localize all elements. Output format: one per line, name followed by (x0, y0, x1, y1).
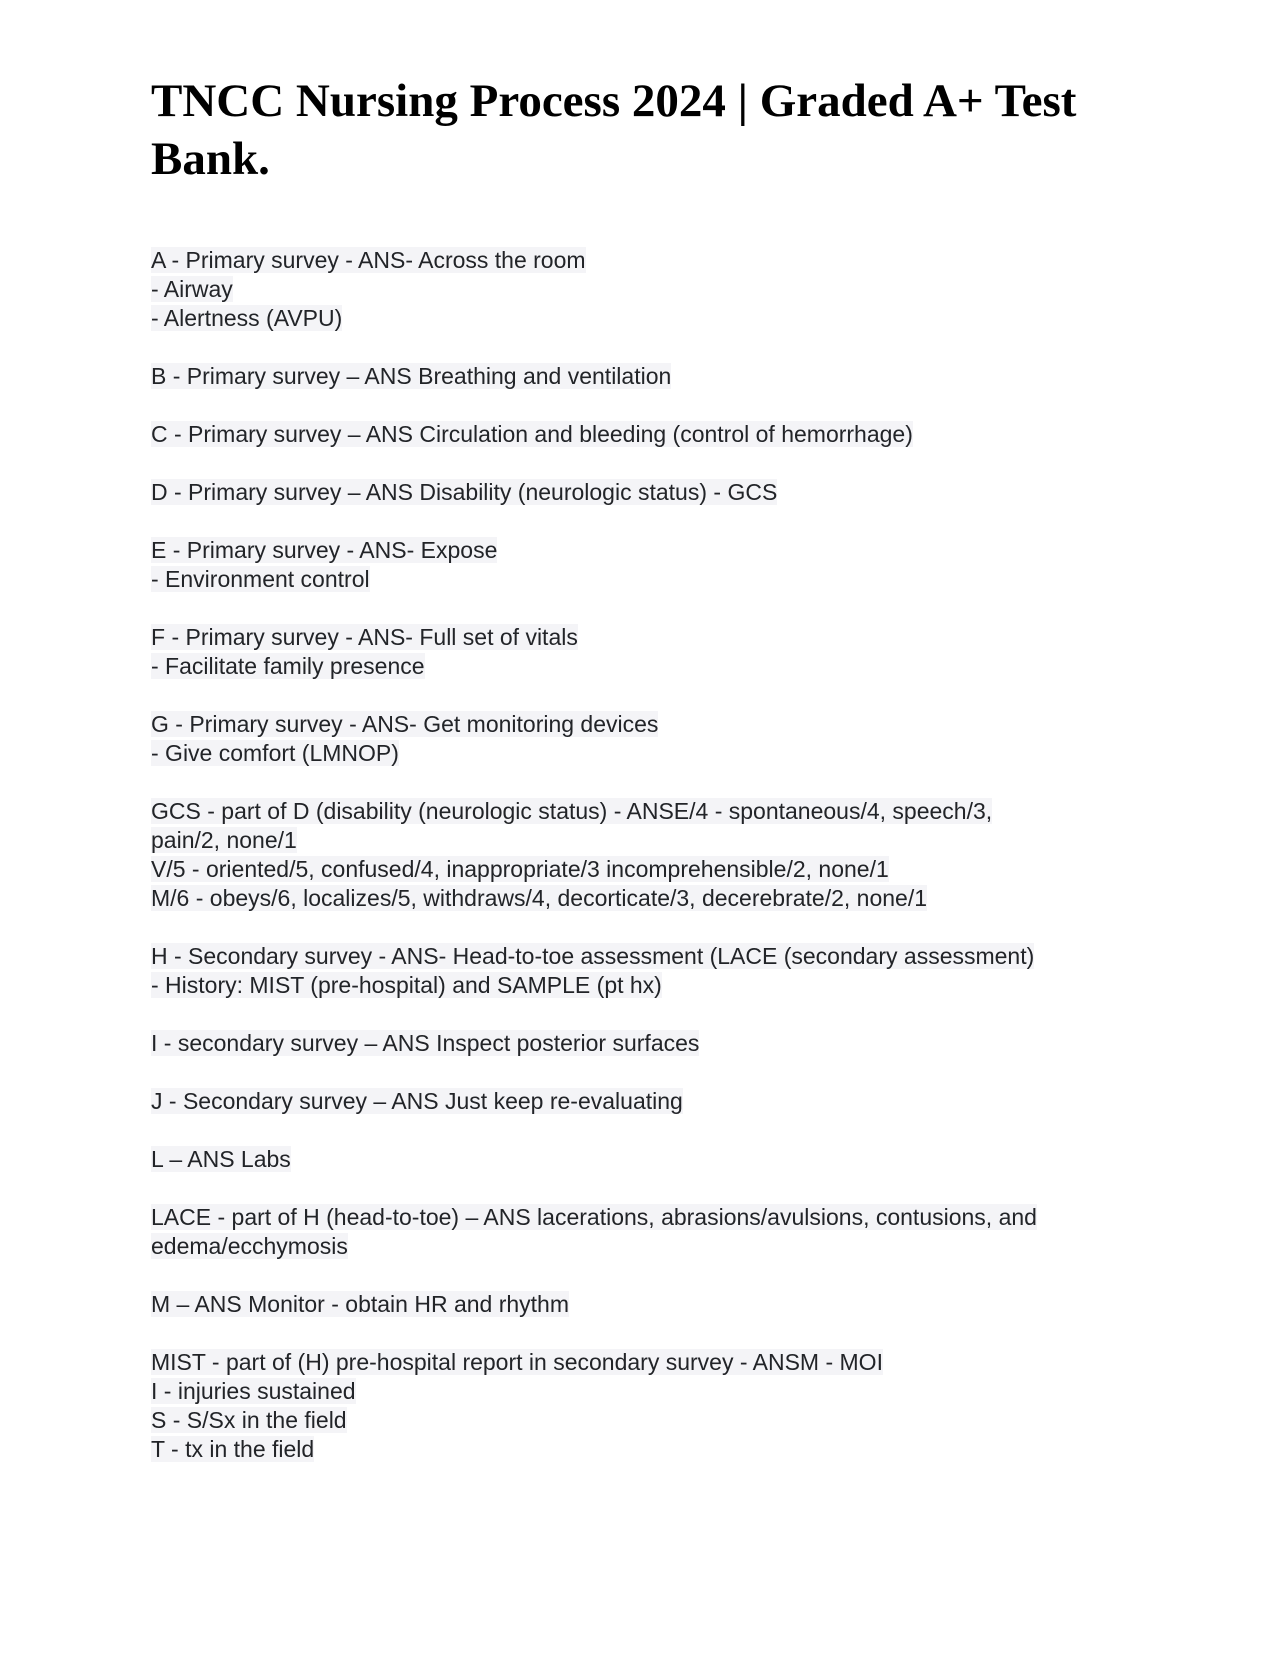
qa-line (151, 826, 1141, 855)
qa-entry (151, 478, 1141, 507)
qa-line (151, 478, 1141, 507)
qa-line (151, 420, 1141, 449)
qa-entry (151, 710, 1141, 768)
qa-line-text: C - Primary survey – ANS Circulation and bleeding (control of hemorrhage) (151, 421, 913, 447)
qa-entry (151, 623, 1141, 681)
qa-line (151, 362, 1141, 391)
qa-line (151, 797, 1141, 826)
qa-entry (151, 246, 1141, 333)
qa-line (151, 304, 1141, 333)
qa-line (151, 1290, 1141, 1319)
qa-line (151, 275, 1141, 304)
qa-entry (151, 1029, 1141, 1058)
document-body (151, 246, 1141, 1464)
qa-entry (151, 1348, 1141, 1464)
qa-line-text: - Airway (151, 276, 233, 302)
qa-line (151, 1029, 1141, 1058)
qa-line-text: M/6 - obeys/6, localizes/5, withdraws/4, decorticate/3, decerebrate/2, none/1 (151, 885, 928, 911)
qa-line (151, 884, 1141, 913)
qa-entry (151, 420, 1141, 449)
qa-line-text: G - Primary survey - ANS- Get monitoring devices (151, 711, 659, 737)
qa-line (151, 1203, 1141, 1232)
qa-line-text: - Give comfort (LMNOP) (151, 740, 399, 766)
qa-line-text: - Alertness (AVPU) (151, 305, 343, 331)
qa-entry (151, 362, 1141, 391)
qa-line-text: I - injuries sustained (151, 1378, 356, 1404)
qa-entry (151, 536, 1141, 594)
qa-line (151, 623, 1141, 652)
qa-entry (151, 797, 1141, 913)
qa-line-text: LACE - part of H (head-to-toe) – ANS lacerations, abrasions/avulsions, contusions, and (151, 1204, 1037, 1230)
qa-line-text: T - tx in the field (151, 1436, 315, 1462)
qa-line (151, 1232, 1141, 1261)
qa-line-text: J - Secondary survey – ANS Just keep re-evaluating (151, 1088, 683, 1114)
qa-line (151, 1406, 1141, 1435)
qa-line (151, 942, 1141, 971)
qa-line-text: B - Primary survey – ANS Breathing and ventilation (151, 363, 672, 389)
qa-line-text: L – ANS Labs (151, 1146, 291, 1172)
qa-line (151, 710, 1141, 739)
qa-line (151, 1348, 1141, 1377)
qa-line-text: - Facilitate family presence (151, 653, 425, 679)
qa-line-text: edema/ecchymosis (151, 1233, 348, 1259)
qa-line (151, 246, 1141, 275)
qa-entry (151, 1203, 1141, 1261)
qa-line-text: I - secondary survey – ANS Inspect posterior surfaces (151, 1030, 700, 1056)
qa-line (151, 855, 1141, 884)
qa-line-text: D - Primary survey – ANS Disability (neurologic status) - GCS (151, 479, 778, 505)
qa-line-text: GCS - part of D (disability (neurologic status) - ANSE/4 - spontaneous/4, speech/3, (151, 798, 993, 824)
qa-line (151, 565, 1141, 594)
qa-entry (151, 1290, 1141, 1319)
qa-line-text: V/5 - oriented/5, confused/4, inappropriate/3 incomprehensible/2, none/1 (151, 856, 889, 882)
qa-line (151, 1435, 1141, 1464)
qa-line-text: - Environment control (151, 566, 370, 592)
qa-line (151, 739, 1141, 768)
qa-entry (151, 1145, 1141, 1174)
qa-line (151, 652, 1141, 681)
qa-line-text: - History: MIST (pre-hospital) and SAMPLE (pt hx) (151, 972, 662, 998)
qa-line-text: E - Primary survey - ANS- Expose (151, 537, 498, 563)
qa-line (151, 1377, 1141, 1406)
qa-line-text: A - Primary survey - ANS- Across the room (151, 247, 586, 273)
qa-line (151, 536, 1141, 565)
qa-line-text: M – ANS Monitor - obtain HR and rhythm (151, 1291, 569, 1317)
qa-line-text: F - Primary survey - ANS- Full set of vitals (151, 624, 578, 650)
qa-entry (151, 942, 1141, 1000)
qa-line (151, 971, 1141, 1000)
qa-line-text: MIST - part of (H) pre-hospital report in secondary survey - ANSM - MOI (151, 1349, 883, 1375)
qa-line (151, 1087, 1141, 1116)
qa-line-text: pain/2, none/1 (151, 827, 297, 853)
qa-line-text: H - Secondary survey - ANS- Head-to-toe assessment (LACE (secondary assessment) (151, 943, 1035, 969)
qa-entry (151, 1087, 1141, 1116)
document-page (151, 72, 1141, 1493)
document-title: TNCC Nursing Process 2024 | Graded A+ Test Bank. (151, 75, 1077, 185)
qa-line-text: S - S/Sx in the field (151, 1407, 347, 1433)
qa-line (151, 1145, 1141, 1174)
